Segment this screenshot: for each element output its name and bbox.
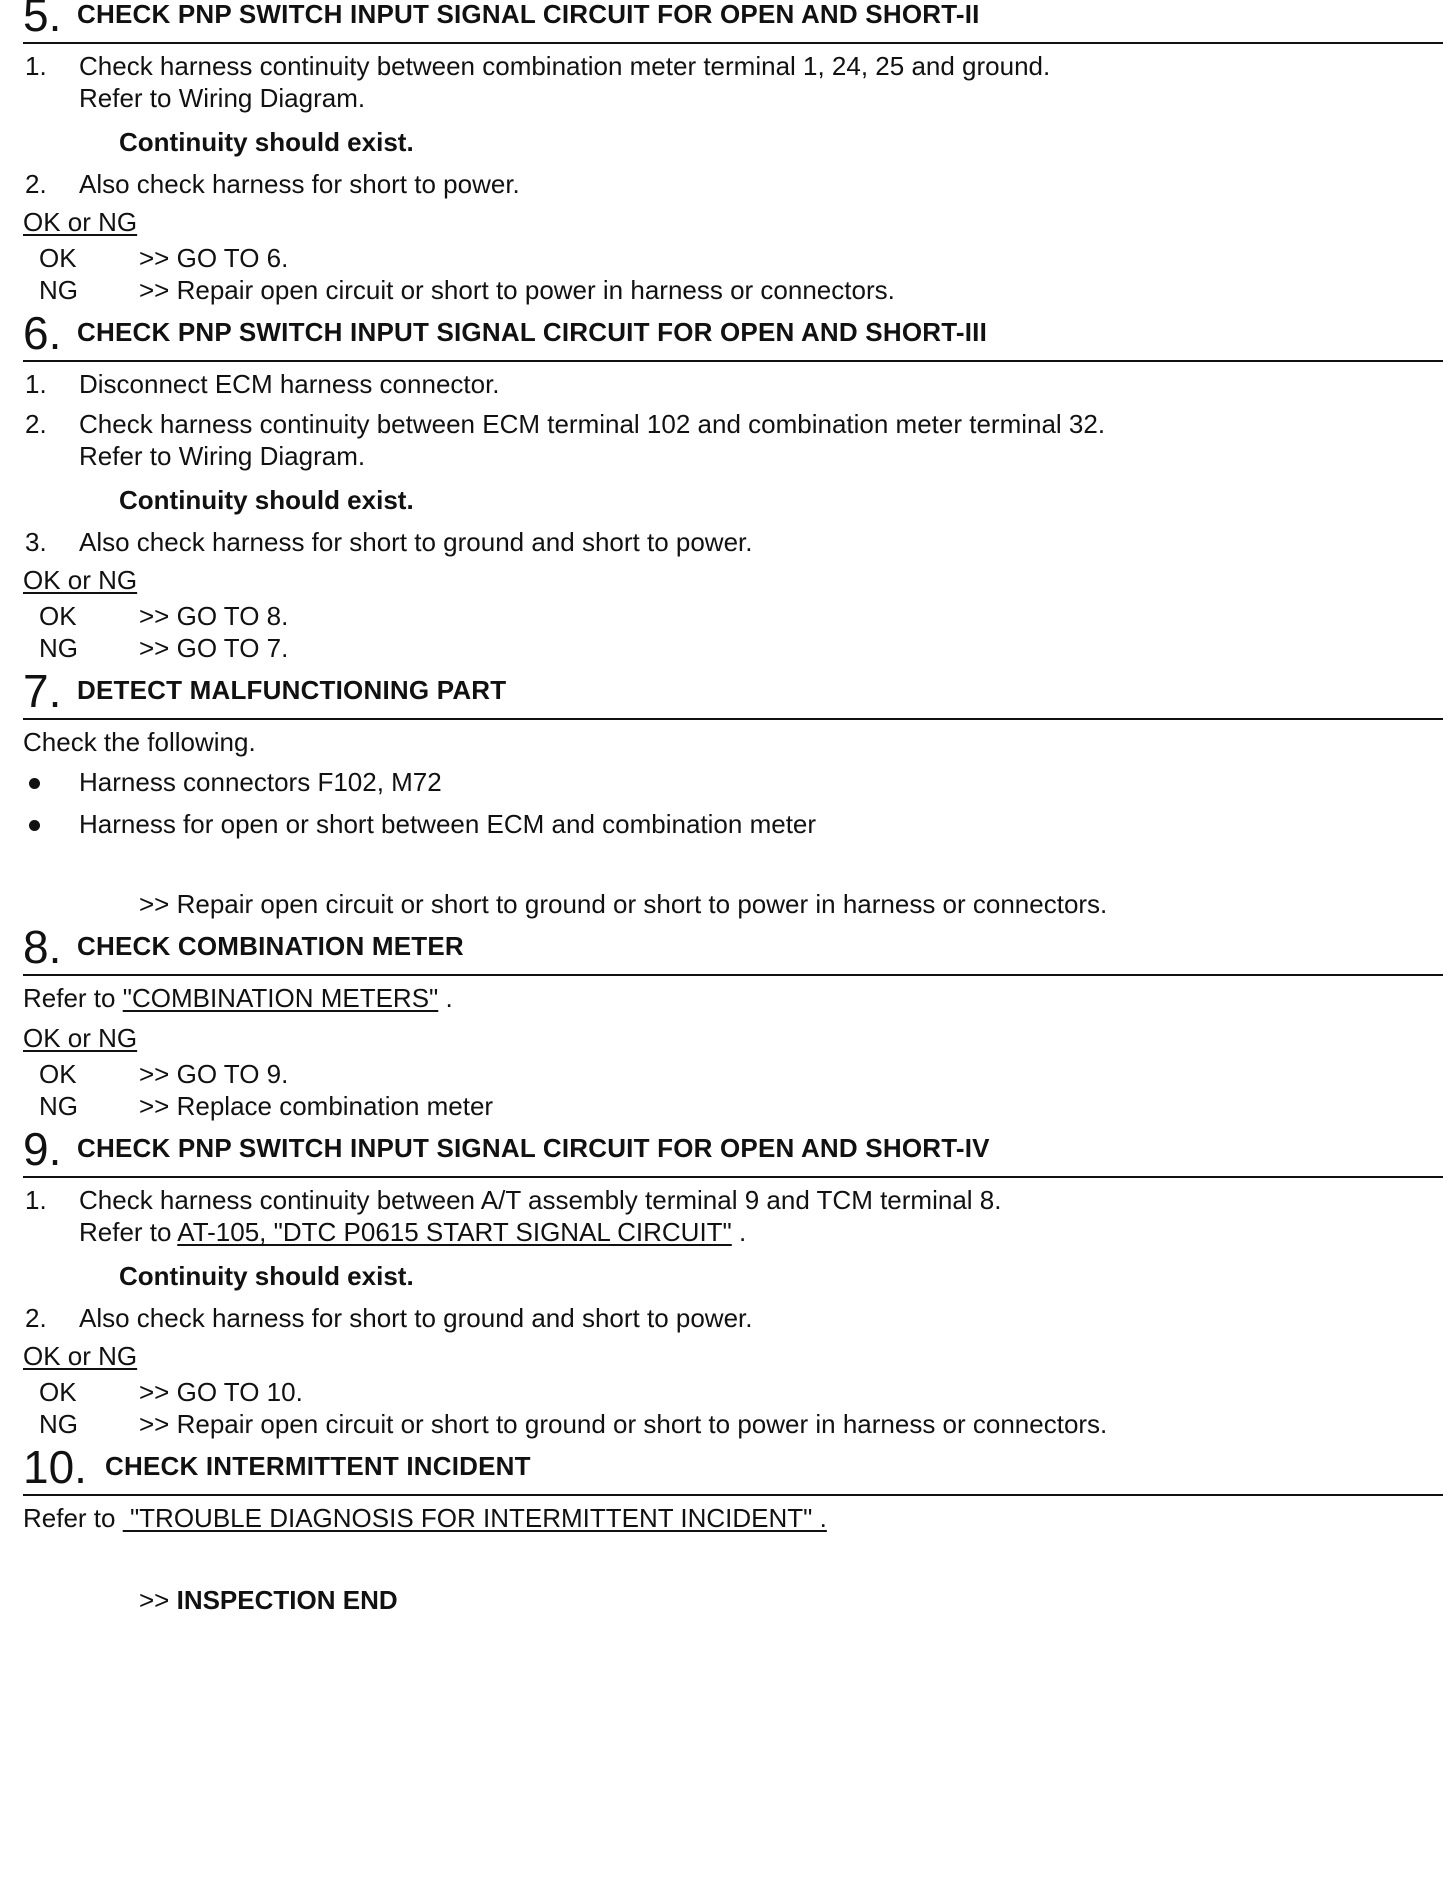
ng-result: NG >> Repair open circuit or short to ground or short to power in harness or connectors. [39,1409,1108,1439]
refer-line: Refer to "TROUBLE DIAGNOSIS FOR INTERMITTENT INCIDENT" . [23,1503,827,1533]
ok-result: OK >> GO TO 10. [39,1377,303,1407]
spec-note: Continuity should exist. [119,485,414,515]
divider [23,718,1443,720]
list-item: Harness for open or short between ECM and combination meter [23,808,1443,840]
divider [23,42,1443,44]
step-9 [23,1118,1443,1440]
bullet-icon [29,778,40,789]
step-title: DETECT MALFUNCTIONING PART [77,675,507,705]
divider [23,974,1443,976]
list-item: 2. Also check harness for short to ground and short to power. [25,1303,753,1333]
list-item: 2. Check harness continuity between ECM terminal 102 and combination meter terminal 32. [25,409,1106,439]
divider [23,360,1443,362]
step-10-header [23,1436,1443,1494]
step-number: 10. [23,1441,87,1493]
list-item: Harness connectors F102, M72 [23,766,1443,798]
ok-result: OK >> GO TO 8. [39,601,289,631]
list-item: 3. Also check harness for short to ground and short to power. [25,527,753,557]
divider [23,1176,1443,1178]
step-number: 8. [23,921,62,973]
ok-result: OK >> GO TO 6. [39,243,289,273]
ng-result: NG >> Replace combination meter [39,1091,494,1121]
step-title: CHECK PNP SWITCH INPUT SIGNAL CIRCUIT FOR OPEN AND SHORT-III [77,317,988,347]
ok-result: OK >> GO TO 9. [39,1059,289,1089]
ok-or-ng-label: OK or NG [23,1341,138,1371]
step-5 [23,0,1443,306]
list-item: 1. Check harness continuity between combination meter terminal 1, 24, 25 and ground. [25,51,1051,81]
step-8 [23,916,1443,1122]
combination-meters-link[interactable]: "COMBINATION METERS" [122,983,439,1013]
ng-result: NG >> Repair open circuit or short to power in harness or connectors. [39,275,895,305]
step-6-header [23,302,1443,360]
spec-note: Continuity should exist. [119,1261,414,1291]
step-10 [23,1436,1443,1616]
ok-or-ng-label: OK or NG [23,565,138,595]
ok-or-ng-label: OK or NG [23,1023,138,1053]
step-title: CHECK PNP SWITCH INPUT SIGNAL CIRCUIT FOR OPEN AND SHORT-IV [77,1133,990,1163]
list-item-continuation: Refer to Wiring Diagram. [79,83,366,113]
list-item-continuation: Refer to Wiring Diagram. [79,441,366,471]
list-item: 2. Also check harness for short to power. [25,169,520,199]
action-text: >> Repair open circuit or short to ground or short to power in harness or connectors. [139,889,1108,919]
document-page [23,0,1443,1616]
intermittent-incident-link[interactable]: "TROUBLE DIAGNOSIS FOR INTERMITTENT INCIDENT" . [122,1503,827,1533]
step-5-header [23,0,1443,42]
step-9-header [23,1118,1443,1176]
list-item: 1. Disconnect ECM harness connector. [25,369,500,399]
step-title: CHECK INTERMITTENT INCIDENT [105,1451,531,1481]
intro-text: Check the following. [23,727,256,757]
step-8-header [23,916,1443,974]
refer-line: Refer to "COMBINATION METERS" . [23,983,453,1013]
step-7-header [23,660,1443,718]
step-6 [23,302,1443,664]
list-item-continuation: Refer to AT-105, "DTC P0615 START SIGNAL CIRCUIT" . [79,1217,747,1247]
step-number: 7. [23,665,62,717]
spec-note: Continuity should exist. [119,127,414,157]
list-item: 1. Check harness continuity between A/T assembly terminal 9 and TCM terminal 8. [25,1185,1002,1215]
inspection-end: >> INSPECTION END [139,1585,398,1615]
step-7 [23,660,1443,920]
ng-result: NG >> GO TO 7. [39,633,289,663]
step-number: 6. [23,307,62,359]
divider [23,1494,1443,1496]
bullet-icon [29,820,40,831]
step-title: CHECK COMBINATION METER [77,931,464,961]
ok-or-ng-label: OK or NG [23,207,138,237]
at-105-link[interactable]: AT-105, "DTC P0615 START SIGNAL CIRCUIT" [177,1217,732,1247]
step-title: CHECK PNP SWITCH INPUT SIGNAL CIRCUIT FOR OPEN AND SHORT-II [77,0,980,29]
step-number: 5. [23,0,62,41]
step-number: 9. [23,1123,62,1175]
